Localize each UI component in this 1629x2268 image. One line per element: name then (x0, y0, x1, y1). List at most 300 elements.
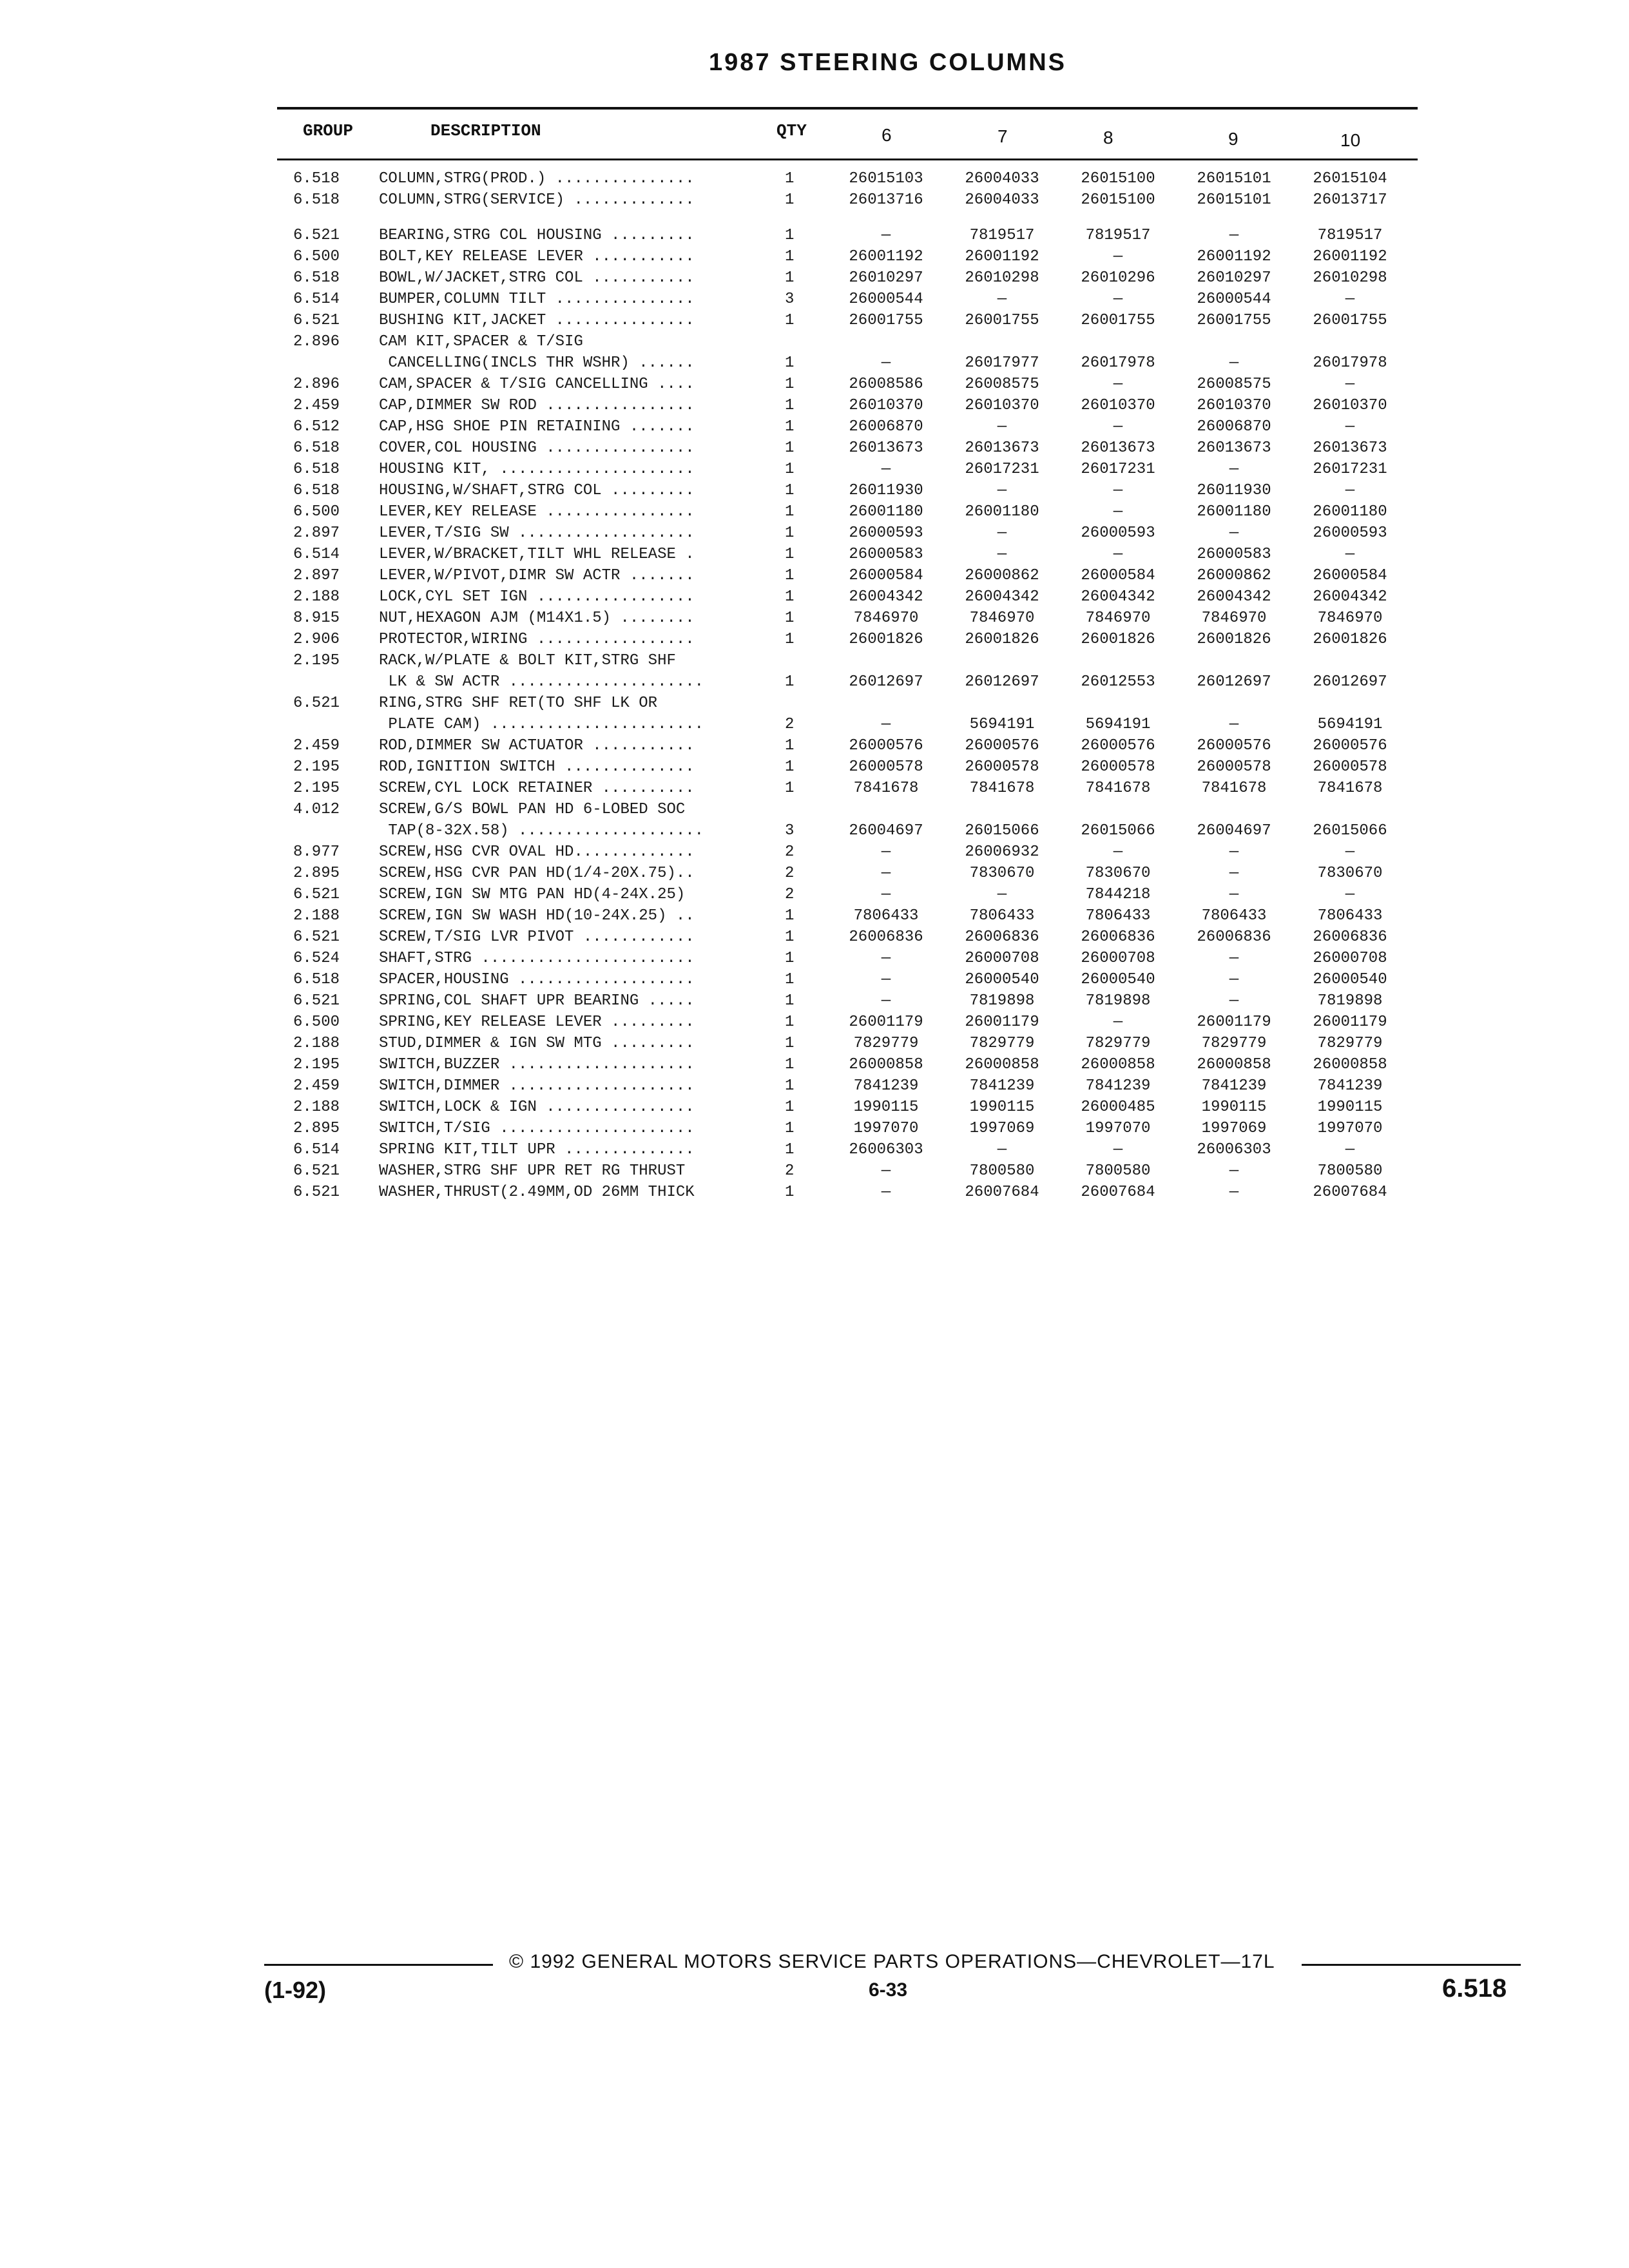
part-number-cell: 26000576 (1313, 737, 1387, 754)
table-row (293, 927, 1418, 948)
part-number-cell: — (1229, 354, 1239, 372)
table-row (293, 991, 1418, 1012)
table-row (293, 651, 1418, 672)
group-cell: 6.524 (293, 950, 340, 967)
group-cell: 2.897 (293, 524, 340, 542)
part-number-cell: 26004342 (1197, 588, 1271, 606)
qty-cell: 1 (785, 354, 795, 372)
header-col-9: 9 (1228, 129, 1239, 149)
part-number-cell: 26008575 (1197, 376, 1271, 393)
part-number-cell: 26010298 (965, 269, 1039, 287)
description-cell: SWITCH,LOCK & IGN ................ (379, 1099, 695, 1116)
table-row (293, 396, 1418, 417)
part-number-cell: 26000858 (849, 1056, 923, 1073)
description-cell: BUSHING KIT,JACKET ............... (379, 312, 695, 329)
header-col-8: 8 (1103, 128, 1113, 148)
part-number-cell: 26017977 (965, 354, 1039, 372)
table-row (293, 374, 1418, 396)
table-row (293, 948, 1418, 970)
table-row (293, 190, 1418, 211)
part-number-cell: 26001826 (1081, 631, 1155, 648)
part-number-cell: 26011930 (1197, 482, 1271, 499)
part-number-cell: — (1113, 248, 1123, 265)
description-cell: CAP,DIMMER SW ROD ................ (379, 397, 695, 414)
part-number-cell: 7841678 (1317, 780, 1383, 797)
page-title: 1987 STEERING COLUMNS (709, 49, 1066, 76)
table-row (293, 247, 1418, 268)
part-number-cell: — (1113, 503, 1123, 521)
part-number-cell: 26000858 (965, 1056, 1039, 1073)
part-number-cell: 7830670 (1317, 865, 1383, 882)
qty-cell: 2 (785, 886, 795, 903)
qty-cell: 1 (785, 269, 795, 287)
part-number-cell: 26015104 (1313, 170, 1387, 187)
part-number-cell: 26015066 (1313, 822, 1387, 840)
part-number-cell: 26010298 (1313, 269, 1387, 287)
group-cell: 6.514 (293, 546, 340, 563)
part-number-cell: 7829779 (1085, 1035, 1151, 1052)
part-number-cell: 7819898 (1317, 992, 1383, 1010)
group-cell: 2.459 (293, 1077, 340, 1095)
part-number-cell: 26010370 (1197, 397, 1271, 414)
part-number-cell: 7830670 (1085, 865, 1151, 882)
description-cell: SPACER,HOUSING ................... (379, 971, 695, 988)
description-cell: PROTECTOR,WIRING ................. (379, 631, 695, 648)
group-cell: 8.915 (293, 610, 340, 627)
description-cell: BOWL,W/JACKET,STRG COL ........... (379, 269, 695, 287)
part-number-cell: 26001180 (1197, 503, 1271, 521)
part-number-cell: 7829779 (853, 1035, 919, 1052)
part-number-cell: 26012697 (1313, 673, 1387, 691)
part-number-cell: 7819517 (1317, 227, 1383, 244)
part-number-cell: 26006836 (965, 928, 1039, 946)
group-cell: 6.512 (293, 418, 340, 436)
part-number-cell: 26015100 (1081, 170, 1155, 187)
part-number-cell: 26000593 (1081, 524, 1155, 542)
part-number-cell: — (1229, 971, 1239, 988)
group-cell: 6.521 (293, 695, 340, 712)
qty-cell: 1 (785, 567, 795, 584)
part-number-cell: 26008586 (849, 376, 923, 393)
part-number-cell: 7829779 (1201, 1035, 1267, 1052)
description-cell: SWITCH,DIMMER .................... (379, 1077, 695, 1095)
part-number-cell: 26010297 (1197, 269, 1271, 287)
group-cell: 6.514 (293, 1141, 340, 1158)
group-cell: 2.195 (293, 758, 340, 776)
qty-cell: 1 (785, 1077, 795, 1095)
qty-cell: 1 (785, 482, 795, 499)
table-row (293, 502, 1418, 523)
description-cell: SHAFT,STRG ....................... (379, 950, 695, 967)
part-number-cell: 26001192 (849, 248, 923, 265)
table-row (293, 587, 1418, 608)
qty-cell: 1 (785, 546, 795, 563)
group-cell: 2.188 (293, 907, 340, 925)
part-number-cell: 26000584 (849, 567, 923, 584)
part-number-cell: — (881, 950, 891, 967)
description-cell: HOUSING KIT, ..................... (379, 461, 695, 478)
part-number-cell: 5694191 (1317, 716, 1383, 733)
part-number-cell: 26001180 (849, 503, 923, 521)
part-number-cell: — (1229, 1184, 1239, 1201)
part-number-cell: 26004697 (849, 822, 923, 840)
description-cell: LEVER,KEY RELEASE ................ (379, 503, 695, 521)
part-number-cell: — (1229, 716, 1239, 733)
group-cell: 6.518 (293, 971, 340, 988)
table-row (293, 1119, 1418, 1140)
header-col-7: 7 (998, 126, 1008, 146)
part-number-cell: 26000858 (1313, 1056, 1387, 1073)
footer-section: 6.518 (1442, 1974, 1507, 2003)
description-cell: WASHER,STRG SHF UPR RET RG THRUST (379, 1162, 686, 1180)
group-cell: 6.521 (293, 1162, 340, 1180)
group-cell: 6.514 (293, 291, 340, 308)
part-number-cell: 26006836 (1313, 928, 1387, 946)
group-cell: 6.518 (293, 461, 340, 478)
part-number-cell: — (1229, 843, 1239, 861)
part-number-cell: 26006836 (849, 928, 923, 946)
part-number-cell: 26000584 (1081, 567, 1155, 584)
part-number-cell: 26015066 (965, 822, 1039, 840)
part-number-cell: 7841678 (853, 780, 919, 797)
group-cell: 2.195 (293, 652, 340, 669)
description-cell: CAM KIT,SPACER & T/SIG (379, 333, 583, 351)
part-number-cell: 26013673 (965, 439, 1039, 457)
qty-cell: 2 (785, 716, 795, 733)
part-number-cell: 26001826 (1197, 631, 1271, 648)
part-number-cell: 26007684 (1081, 1184, 1155, 1201)
part-number-cell: 26013673 (849, 439, 923, 457)
part-number-cell: 26000578 (1313, 758, 1387, 776)
table-row (293, 1012, 1418, 1033)
description-cell: SWITCH,BUZZER .................... (379, 1056, 695, 1073)
description-cell: ROD,DIMMER SW ACTUATOR ........... (379, 737, 695, 754)
part-number-cell: 26001826 (849, 631, 923, 648)
part-number-cell: 26000708 (965, 950, 1039, 967)
description-cell: WASHER,THRUST(2.49MM,OD 26MM THICK (379, 1184, 695, 1201)
group-cell: 2.195 (293, 1056, 340, 1073)
part-number-cell: 1990115 (1317, 1099, 1383, 1116)
description-cell: NUT,HEXAGON AJM (M14X1.5) ........ (379, 610, 695, 627)
part-number-cell: 7830670 (969, 865, 1035, 882)
part-number-cell: 26000593 (1313, 524, 1387, 542)
part-number-cell: 26007684 (1313, 1184, 1387, 1201)
group-cell: 6.518 (293, 439, 340, 457)
part-number-cell: 26001180 (1313, 503, 1387, 521)
qty-cell: 1 (785, 1099, 795, 1116)
part-number-cell: — (881, 865, 891, 882)
qty-cell: 1 (785, 1184, 795, 1201)
group-cell: 2.896 (293, 376, 340, 393)
table-row (293, 736, 1418, 757)
part-number-cell: — (1113, 1141, 1123, 1158)
table-row (293, 481, 1418, 502)
group-cell: 2.188 (293, 588, 340, 606)
part-number-cell: 26000578 (1081, 758, 1155, 776)
qty-cell: 1 (785, 1014, 795, 1031)
part-number-cell: — (1345, 843, 1355, 861)
part-number-cell: 26001179 (965, 1014, 1039, 1031)
part-number-cell: 26001755 (1081, 312, 1155, 329)
part-number-cell: 26000584 (1313, 567, 1387, 584)
part-number-cell: 1990115 (1201, 1099, 1267, 1116)
part-number-cell: 5694191 (1085, 716, 1151, 733)
part-number-cell: 26017978 (1081, 354, 1155, 372)
qty-cell: 1 (785, 1035, 795, 1052)
group-cell: 6.518 (293, 269, 340, 287)
qty-cell: 1 (785, 631, 795, 648)
table-row (293, 608, 1418, 629)
table-row (293, 757, 1418, 778)
part-number-cell: — (1229, 992, 1239, 1010)
description-cell: LK & SW ACTR ..................... (379, 673, 704, 691)
part-number-cell: 7806433 (1085, 907, 1151, 925)
description-cell: SCREW,IGN SW MTG PAN HD(4-24X.25) (379, 886, 686, 903)
qty-cell: 1 (785, 610, 795, 627)
description-cell: COLUMN,STRG(SERVICE) ............. (379, 191, 695, 209)
part-number-cell: — (881, 1162, 891, 1180)
part-number-cell: — (881, 886, 891, 903)
table-row (293, 353, 1418, 374)
qty-cell: 1 (785, 248, 795, 265)
group-cell: 2.895 (293, 1120, 340, 1137)
part-number-cell: — (1229, 461, 1239, 478)
part-number-cell: 26017231 (965, 461, 1039, 478)
description-cell: CAM,SPACER & T/SIG CANCELLING .... (379, 376, 695, 393)
group-cell: 2.897 (293, 567, 340, 584)
footer-page-number: 6-33 (869, 1979, 908, 2001)
part-number-cell: 26004342 (965, 588, 1039, 606)
description-cell: HOUSING,W/SHAFT,STRG COL ......... (379, 482, 695, 499)
part-number-cell: 26000540 (1081, 971, 1155, 988)
group-cell: 2.896 (293, 333, 340, 351)
part-number-cell: — (881, 1184, 891, 1201)
description-cell: LEVER,T/SIG SW ................... (379, 524, 695, 542)
description-cell: CAP,HSG SHOE PIN RETAINING ....... (379, 418, 695, 436)
table-row (293, 332, 1418, 353)
qty-cell: 1 (785, 461, 795, 478)
part-number-cell: — (1345, 1141, 1355, 1158)
qty-cell: 1 (785, 907, 795, 925)
group-cell: 4.012 (293, 801, 340, 818)
group-cell: 2.895 (293, 865, 340, 882)
description-cell: ROD,IGNITION SWITCH .............. (379, 758, 695, 776)
part-number-cell: 7819517 (1085, 227, 1151, 244)
description-cell: SPRING,KEY RELEASE LEVER ......... (379, 1014, 695, 1031)
header-group: GROUP (303, 121, 354, 140)
part-number-cell: 7841678 (1201, 780, 1267, 797)
part-number-cell: — (997, 291, 1007, 308)
part-number-cell: — (1229, 524, 1239, 542)
description-cell: SCREW,G/S BOWL PAN HD 6-LOBED SOC (379, 801, 686, 818)
qty-cell: 1 (785, 673, 795, 691)
part-number-cell: — (1345, 482, 1355, 499)
table-row (293, 523, 1418, 544)
part-number-cell: 26006303 (849, 1141, 923, 1158)
part-number-cell: 26013716 (849, 191, 923, 209)
part-number-cell: — (997, 546, 1007, 563)
qty-cell: 1 (785, 1120, 795, 1137)
part-number-cell: — (997, 886, 1007, 903)
group-cell: 2.195 (293, 780, 340, 797)
part-number-cell: — (1113, 482, 1123, 499)
part-number-cell: 26010370 (965, 397, 1039, 414)
table-row (293, 1097, 1418, 1119)
part-number-cell: 26001755 (849, 312, 923, 329)
part-number-cell: 26008575 (965, 376, 1039, 393)
group-cell: 6.518 (293, 170, 340, 187)
qty-cell: 1 (785, 928, 795, 946)
part-number-cell: 26012697 (965, 673, 1039, 691)
part-number-cell: — (1113, 291, 1123, 308)
table-row (293, 289, 1418, 311)
part-number-cell: 26006836 (1081, 928, 1155, 946)
part-number-cell: 26013673 (1313, 439, 1387, 457)
table-row (293, 268, 1418, 289)
part-number-cell: 7841239 (969, 1077, 1035, 1095)
description-cell: LEVER,W/BRACKET,TILT WHL RELEASE . (379, 546, 695, 563)
table-row (293, 1055, 1418, 1076)
part-number-cell: 1997070 (853, 1120, 919, 1137)
description-cell: SWITCH,T/SIG ..................... (379, 1120, 695, 1137)
part-number-cell: 7819898 (1085, 992, 1151, 1010)
table-row (293, 226, 1418, 247)
part-number-cell: 7819898 (969, 992, 1035, 1010)
part-number-cell: 26006870 (849, 418, 923, 436)
table-row (293, 1140, 1418, 1161)
qty-cell: 1 (785, 312, 795, 329)
description-cell: SCREW,HSG CVR OVAL HD............. (379, 843, 695, 861)
part-number-cell: 7841239 (1317, 1077, 1383, 1095)
part-number-cell: 26000593 (849, 524, 923, 542)
description-cell: SCREW,HSG CVR PAN HD(1/4-20X.75).. (379, 865, 695, 882)
qty-cell: 1 (785, 170, 795, 187)
qty-cell: 1 (785, 1056, 795, 1073)
part-number-cell: 1997070 (1317, 1120, 1383, 1137)
qty-cell: 1 (785, 524, 795, 542)
table-row (293, 778, 1418, 800)
part-number-cell: 26000583 (1197, 546, 1271, 563)
part-number-cell: 26001826 (1313, 631, 1387, 648)
part-number-cell: 7841239 (1085, 1077, 1151, 1095)
part-number-cell: 7806433 (1317, 907, 1383, 925)
description-cell: SPRING KIT,TILT UPR .............. (379, 1141, 695, 1158)
part-number-cell: 26013673 (1081, 439, 1155, 457)
part-number-cell: 7846970 (1317, 610, 1383, 627)
part-number-cell: — (1229, 1162, 1239, 1180)
part-number-cell: — (997, 482, 1007, 499)
part-number-cell: 26017978 (1313, 354, 1387, 372)
part-number-cell: — (1345, 886, 1355, 903)
part-number-cell: — (881, 716, 891, 733)
table-row (293, 906, 1418, 927)
part-number-cell: — (997, 524, 1007, 542)
part-number-cell: 1997069 (1201, 1120, 1267, 1137)
qty-cell: 1 (785, 227, 795, 244)
group-cell: 6.521 (293, 886, 340, 903)
part-number-cell: 26004342 (1313, 588, 1387, 606)
part-number-cell: 7800580 (1317, 1162, 1383, 1180)
part-number-cell: 26000858 (1197, 1056, 1271, 1073)
part-number-cell: 26000583 (849, 546, 923, 563)
part-number-cell: 26000544 (1197, 291, 1271, 308)
part-number-cell: 26000576 (1081, 737, 1155, 754)
qty-cell: 1 (785, 397, 795, 414)
part-number-cell: 7844218 (1085, 886, 1151, 903)
group-cell: 6.500 (293, 1014, 340, 1031)
part-number-cell: 1990115 (853, 1099, 919, 1116)
table-row (293, 1161, 1418, 1182)
part-number-cell: 26007684 (965, 1184, 1039, 1201)
parts-table (293, 169, 1418, 1204)
part-number-cell: 26011930 (849, 482, 923, 499)
table-row (293, 311, 1418, 332)
part-number-cell: 26000544 (849, 291, 923, 308)
description-cell: SCREW,CYL LOCK RETAINER .......... (379, 780, 695, 797)
description-cell: CANCELLING(INCLS THR WSHR) ...... (379, 354, 695, 372)
part-number-cell: 7806433 (853, 907, 919, 925)
part-number-cell: 7841678 (1085, 780, 1151, 797)
part-number-cell: 26000576 (1197, 737, 1271, 754)
description-cell: PLATE CAM) ....................... (379, 716, 704, 733)
description-cell: LEVER,W/PIVOT,DIMR SW ACTR ....... (379, 567, 695, 584)
group-cell: 6.500 (293, 503, 340, 521)
part-number-cell: 26000708 (1081, 950, 1155, 967)
part-number-cell: — (1113, 843, 1123, 861)
group-cell: 6.521 (293, 1184, 340, 1201)
part-number-cell: 26012553 (1081, 673, 1155, 691)
part-number-cell: 7846970 (1085, 610, 1151, 627)
part-number-cell: — (881, 354, 891, 372)
part-number-cell: — (1229, 950, 1239, 967)
qty-cell: 1 (785, 439, 795, 457)
group-cell: 6.518 (293, 482, 340, 499)
part-number-cell: 7800580 (969, 1162, 1035, 1180)
part-number-cell: 26013673 (1197, 439, 1271, 457)
table-row (293, 842, 1418, 863)
part-number-cell: 26015101 (1197, 170, 1271, 187)
part-number-cell: 26004033 (965, 170, 1039, 187)
part-number-cell: 26012697 (849, 673, 923, 691)
part-number-cell: 7841239 (1201, 1077, 1267, 1095)
part-number-cell: 7806433 (969, 907, 1035, 925)
part-number-cell: — (1113, 1014, 1123, 1031)
group-cell: 6.521 (293, 227, 340, 244)
part-number-cell: 26000578 (849, 758, 923, 776)
part-number-cell: 26013717 (1313, 191, 1387, 209)
part-number-cell: 7841239 (853, 1077, 919, 1095)
qty-cell: 1 (785, 503, 795, 521)
part-number-cell: — (1113, 546, 1123, 563)
part-number-cell: 26000862 (965, 567, 1039, 584)
table-row (293, 970, 1418, 991)
group-cell: 6.500 (293, 248, 340, 265)
part-number-cell: 26004342 (1081, 588, 1155, 606)
part-number-cell: 26001755 (965, 312, 1039, 329)
qty-cell: 2 (785, 1162, 795, 1180)
part-number-cell: 26000578 (1197, 758, 1271, 776)
description-cell: STUD,DIMMER & IGN SW MTG ......... (379, 1035, 695, 1052)
header-col-6: 6 (882, 125, 892, 145)
part-number-cell: 7846970 (853, 610, 919, 627)
group-cell: 8.977 (293, 843, 340, 861)
header-qty: QTY (776, 121, 807, 140)
description-cell: LOCK,CYL SET IGN ................. (379, 588, 695, 606)
table-row (293, 800, 1418, 821)
part-number-cell: 7806433 (1201, 907, 1267, 925)
qty-cell: 1 (785, 737, 795, 754)
description-cell: TAP(8-32X.58) .................... (379, 822, 704, 840)
